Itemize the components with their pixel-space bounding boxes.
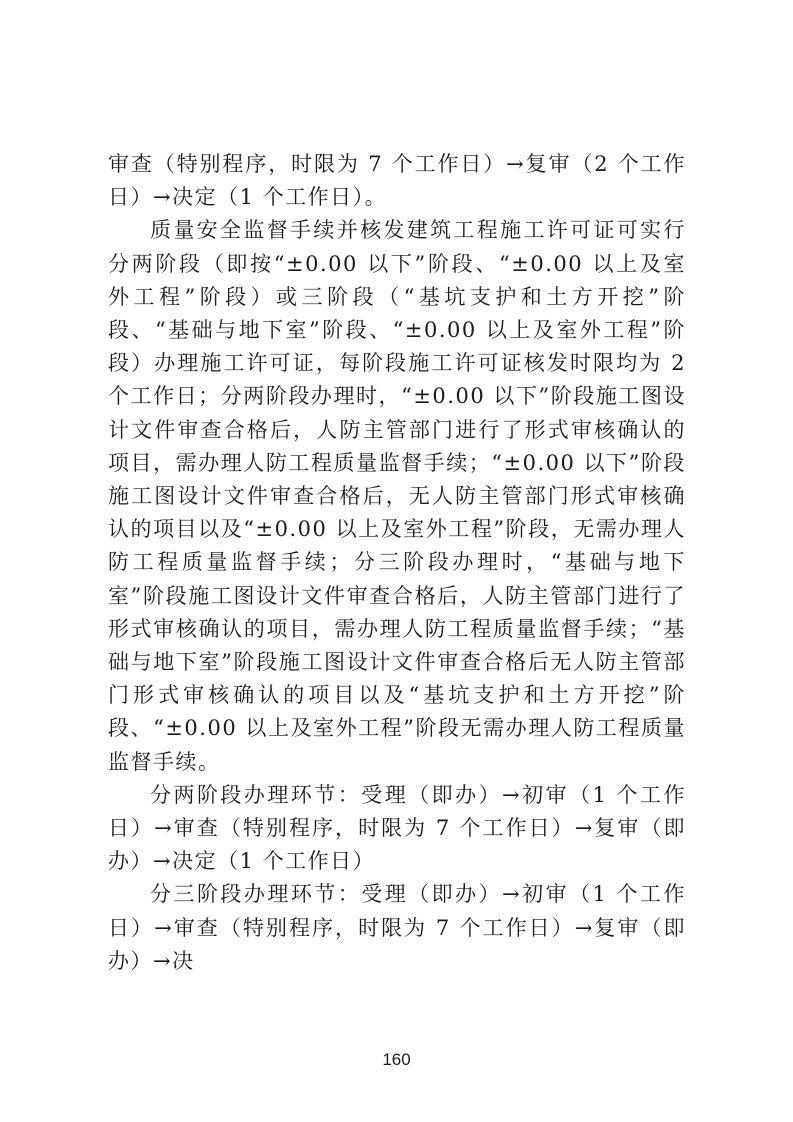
page-number: 160 bbox=[382, 1050, 411, 1069]
paragraph-two-stage-steps: 分两阶段办理环节：受理（即办）→初审（1 个工作日）→审查（特别程序，时限为 7 个工作日）→复审（即办）→决定（1 个工作日） bbox=[108, 782, 686, 874]
body-text bbox=[108, 148, 686, 978]
paragraph-three-stage-steps: 分三阶段办理环节：受理（即办）→初审（1 个工作日）→审查（特别程序，时限为 7 个工作日）→复审（即办）→决 bbox=[108, 882, 686, 973]
paragraph-staged-permit-rules: 质量安全监督手续并核发建筑工程施工许可证可实行分两阶段（即按“±0.00 以下”阶段、“±0.00 以上及室外工程”阶段）或三阶段（“基坑支护和土方开挖”阶段、“基础与地下室”阶段、“±0.00 以上及室外工程”阶段）办理施工许可证，每阶段施工许可证核发时限均为 2 个工作日；分两阶段办理时，“±0.00 以下”阶段施工图设计文件审查合格后，人防主管部门进行了形式审核确认的项目，需办理人防工程质量监督手续；“±0.00 以下”阶段施工图设计文件审查合格后，无人防主管部门形式审核确认的项目以及“±0.00 以上及室外工程”阶段，无需办理人防工程质量监督手续；分三阶段办理时，“基础与地下室”阶段施工图设计文件审查合格后，人防主管部门进行了形式审核确认的项目，需办理人防工程质量监督手续；“基础与地下室”阶段施工图设计文件审查合格后无人防主管部门形式审核确认的项目以及“基坑支护和土方开挖”阶段、“±0.00 以上及室外工程”阶段无需办理人防工程质量监督手续。 bbox=[108, 218, 686, 774]
paragraph-continued-review-steps: 审查（特别程序，时限为 7 个工作日）→复审（2 个工作日）→决定（1 个工作日）。 bbox=[108, 152, 686, 210]
